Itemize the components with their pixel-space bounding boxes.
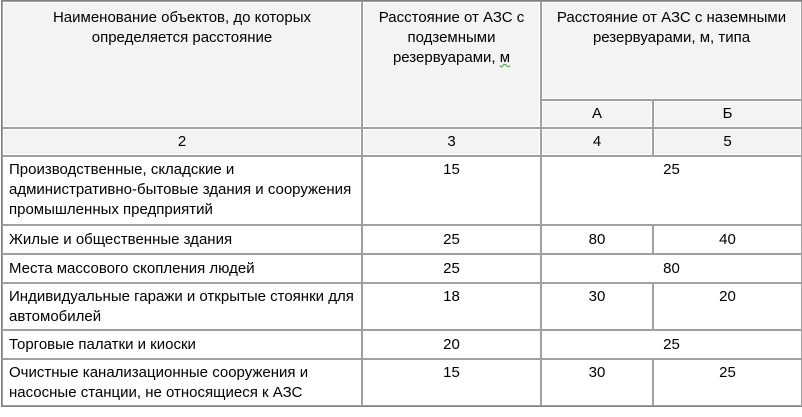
table-row (2, 283, 802, 330)
row-object-name: Производственные, складские и административно-бытовые здания и сооружения промышленных предприятий (2, 156, 362, 225)
header-object-name-text: Наименование объектов, до которых определяется расстояние (52, 9, 312, 46)
table-row (2, 254, 802, 283)
table-row (2, 359, 802, 406)
row-underground-value: 25 (362, 225, 541, 254)
row-object-name: Торговые палатки и киоски (2, 330, 362, 359)
col-number-5: 5 (653, 128, 802, 156)
row-type-a-value: 30 (541, 359, 653, 406)
column-number-row (2, 128, 802, 156)
row-underground-value: 25 (362, 254, 541, 283)
col-number-3: 3 (362, 128, 541, 156)
header-object-name (2, 1, 362, 128)
header-aboveground-text: Расстояние от АЗС с наземными резервуарами, м, типа (556, 9, 787, 46)
row-type-b-value: 20 (653, 283, 802, 330)
row-type-b-value: 40 (653, 225, 802, 254)
col-number-4: 4 (541, 128, 653, 156)
row-type-b-value: 25 (653, 359, 802, 406)
row-aboveground-value: 80 (541, 254, 802, 283)
row-aboveground-value: 25 (541, 156, 802, 225)
row-object-name: Места массового скопления людей (2, 254, 362, 283)
row-underground-value: 15 (362, 156, 541, 225)
row-type-a-value: 80 (541, 225, 653, 254)
distance-table (1, 0, 802, 407)
col-number-2: 2 (2, 128, 362, 156)
row-underground-value: 15 (362, 359, 541, 406)
row-underground-value: 18 (362, 283, 541, 330)
header-type-a: А (541, 100, 653, 128)
table-row (2, 156, 802, 225)
header-aboveground (541, 1, 802, 100)
row-aboveground-value: 25 (541, 330, 802, 359)
header-underground-unit: м (499, 49, 511, 66)
row-object-name: Жилые и общественные здания (2, 225, 362, 254)
row-object-name: Индивидуальные гаражи и открытые стоянки для автомобилей (2, 283, 362, 330)
row-underground-value: 20 (362, 330, 541, 359)
row-type-a-value: 30 (541, 283, 653, 330)
table-row (2, 330, 802, 359)
header-underground (362, 1, 541, 128)
header-underground-text: Расстояние от АЗС с подземными резервуарами, (378, 9, 525, 66)
table-row (2, 225, 802, 254)
header-row (2, 1, 802, 100)
header-type-b: Б (653, 100, 802, 128)
row-object-name: Очистные канализационные сооружения и насосные станции, не относящиеся к АЗС (2, 359, 362, 406)
